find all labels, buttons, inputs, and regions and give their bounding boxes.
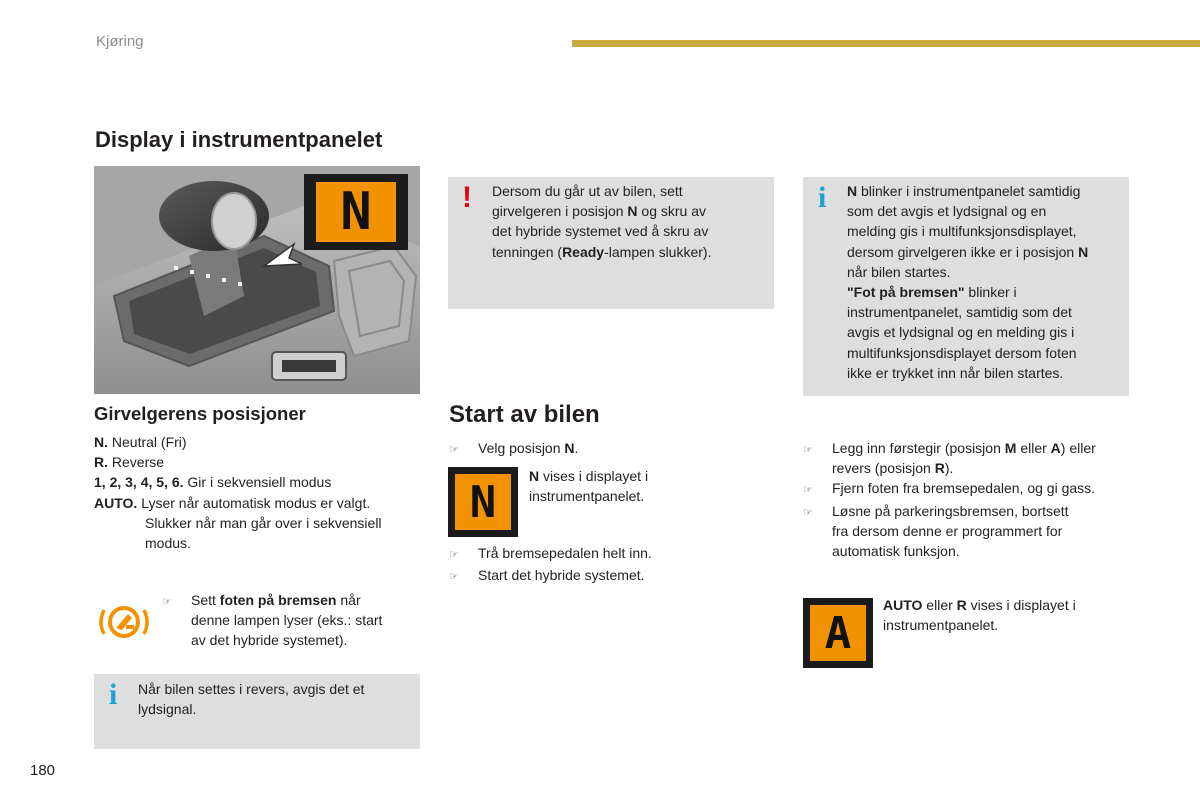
n-display-icon [448,467,518,537]
info-text: Når bilen settes i revers, avgis det et [138,681,365,697]
step-text: fra dersom denne er programmert for [832,522,1063,539]
n-display-letter: N [316,182,396,242]
step-text-bold: M [1004,440,1017,456]
note-text: vises i displayet i [539,468,649,484]
info-text: når bilen startes. [847,263,951,280]
bullet-icon: ☞ [162,596,172,608]
note-text-bold: R [956,597,967,613]
drive-step-3 [803,501,1133,562]
drive-step-1 [803,438,1133,478]
step-text-bold: N [564,440,575,456]
gear-selector-illustration [94,166,420,394]
warning-text-bold: N [627,203,638,220]
bullet-icon: ☞ [449,444,459,456]
step-text: Start det hybride systemet. [478,567,645,584]
step-text-bold: R [934,460,945,477]
section-label: Kjøring [96,33,144,50]
a-display-letter: A [810,605,866,661]
step-text: automatisk funksjon. [832,543,960,560]
step-text: . [574,440,579,456]
step-text: eller [1016,440,1051,456]
info-text-bold: N [847,183,858,199]
info-text: blinker i [964,284,1017,301]
brake-instruction [162,590,417,651]
step-text: Trå bremsepedalen helt inn. [478,545,652,561]
info-text: lydsignal. [138,701,197,718]
warning-text: Dersom du går ut av bilen, sett [492,183,683,199]
info-text: ikke er trykket inn når bilen startes. [847,364,1064,381]
step-text: revers (posisjon [832,460,935,477]
brake-text-bold: foten på bremsen [219,592,337,608]
position-key: 1, 2, 3, 4, 5, 6. [94,474,184,491]
position-text: Neutral (Fri) [108,434,187,450]
drive-step-2 [803,478,1133,500]
brake-text: av det hybride systemet). [191,632,348,649]
header-accent-bar [572,40,1200,47]
note-text: eller [922,597,957,613]
bullet-icon: ☞ [803,484,813,497]
page-number: 180 [30,762,56,779]
n-display-illustration [304,174,408,250]
step-text: Legg inn førstegir (posisjon [832,440,1005,456]
position-r [94,452,414,472]
info-box-reverse [94,674,420,749]
start-step-1 [449,438,769,460]
info-box-n-blinks [803,177,1129,396]
positions-list [94,432,414,553]
position-text: Gir i sekvensiell modus [183,474,332,491]
step-text: Fjern foten fra bremsepedalen, og gi gass. [832,480,1096,497]
position-text: Lyser når automatisk modus er valgt. [137,494,371,511]
bullet-icon: ☞ [449,549,459,561]
info-text-bold: "Fot på bremsen" [847,284,965,301]
n-display-letter: N [455,474,511,530]
note-text-bold: N [529,468,540,484]
brake-text: Sett [191,592,220,608]
position-key: N. [94,434,108,450]
warning-icon: ! [462,181,472,214]
step-text: ) eller [1060,440,1096,456]
info-text: blinker i instrumentpanelet samtidig [857,183,1081,199]
note-text: instrumentpanelet. [529,488,645,505]
n-display-note [529,466,769,506]
info-text-bold: N [1078,243,1089,260]
auto-display-note [883,595,1123,635]
info-icon: i [109,678,118,711]
info-text: instrumentpanelet, samtidig som det [847,304,1072,321]
bullet-icon: ☞ [803,506,813,519]
start-section-title: Start av bilen [449,401,600,428]
position-key: AUTO. [94,494,138,511]
note-text: instrumentpanelet. [883,617,999,634]
info-icon: i [818,181,827,214]
note-text: vises i displayet i [966,597,1076,613]
start-steps-2-3 [449,543,769,587]
note-text-bold: AUTO [883,597,923,613]
position-sequential [94,472,414,492]
position-auto-line: Slukker når man går over i sekvensiell [145,514,382,531]
brake-text: denne lampen lyser (eks.: start [191,612,383,629]
info-text: som det avgis et lydsignal og en [847,203,1047,220]
warning-text: det hybride systemet ved å skru av [492,223,709,240]
a-display-icon [803,598,873,668]
position-auto [94,493,414,513]
warning-text: girvelgeren i posisjon [492,203,628,220]
info-text: dersom girvelgeren ikke er i posisjon [847,243,1079,260]
warning-text: -lampen slukker). [604,243,712,260]
warning-box [448,177,774,309]
bullet-icon: ☞ [803,444,813,456]
step-text: Velg posisjon [478,440,565,456]
info-text: multifunksjonsdisplayet dersom foten [847,344,1077,361]
step-text: ). [944,460,954,477]
positions-subheading: Girvelgerens posisjoner [94,403,306,424]
info-text: avgis et lydsignal og en melding gis i [847,324,1075,341]
step-text-bold: A [1050,440,1061,456]
start-step-2 [449,543,769,565]
position-key: R. [94,454,108,471]
warning-text: og skru av [637,203,707,220]
position-auto-line: modus. [145,535,191,552]
warning-text-bold: Ready [562,243,605,260]
position-n [94,432,414,452]
foot-on-brake-icon [98,600,150,644]
info-text: melding gis i multifunksjonsdisplayet, [847,223,1077,240]
page-title: Display i instrumentpanelet [95,127,383,152]
position-text: Reverse [108,454,165,471]
step-text: Løsne på parkeringsbremsen, bortsett [832,502,1069,519]
drive-off-steps [803,438,1133,561]
warning-text: tenningen ( [492,243,563,260]
start-step-3 [449,565,769,587]
brake-text: når [336,592,361,608]
bullet-icon: ☞ [449,571,459,584]
